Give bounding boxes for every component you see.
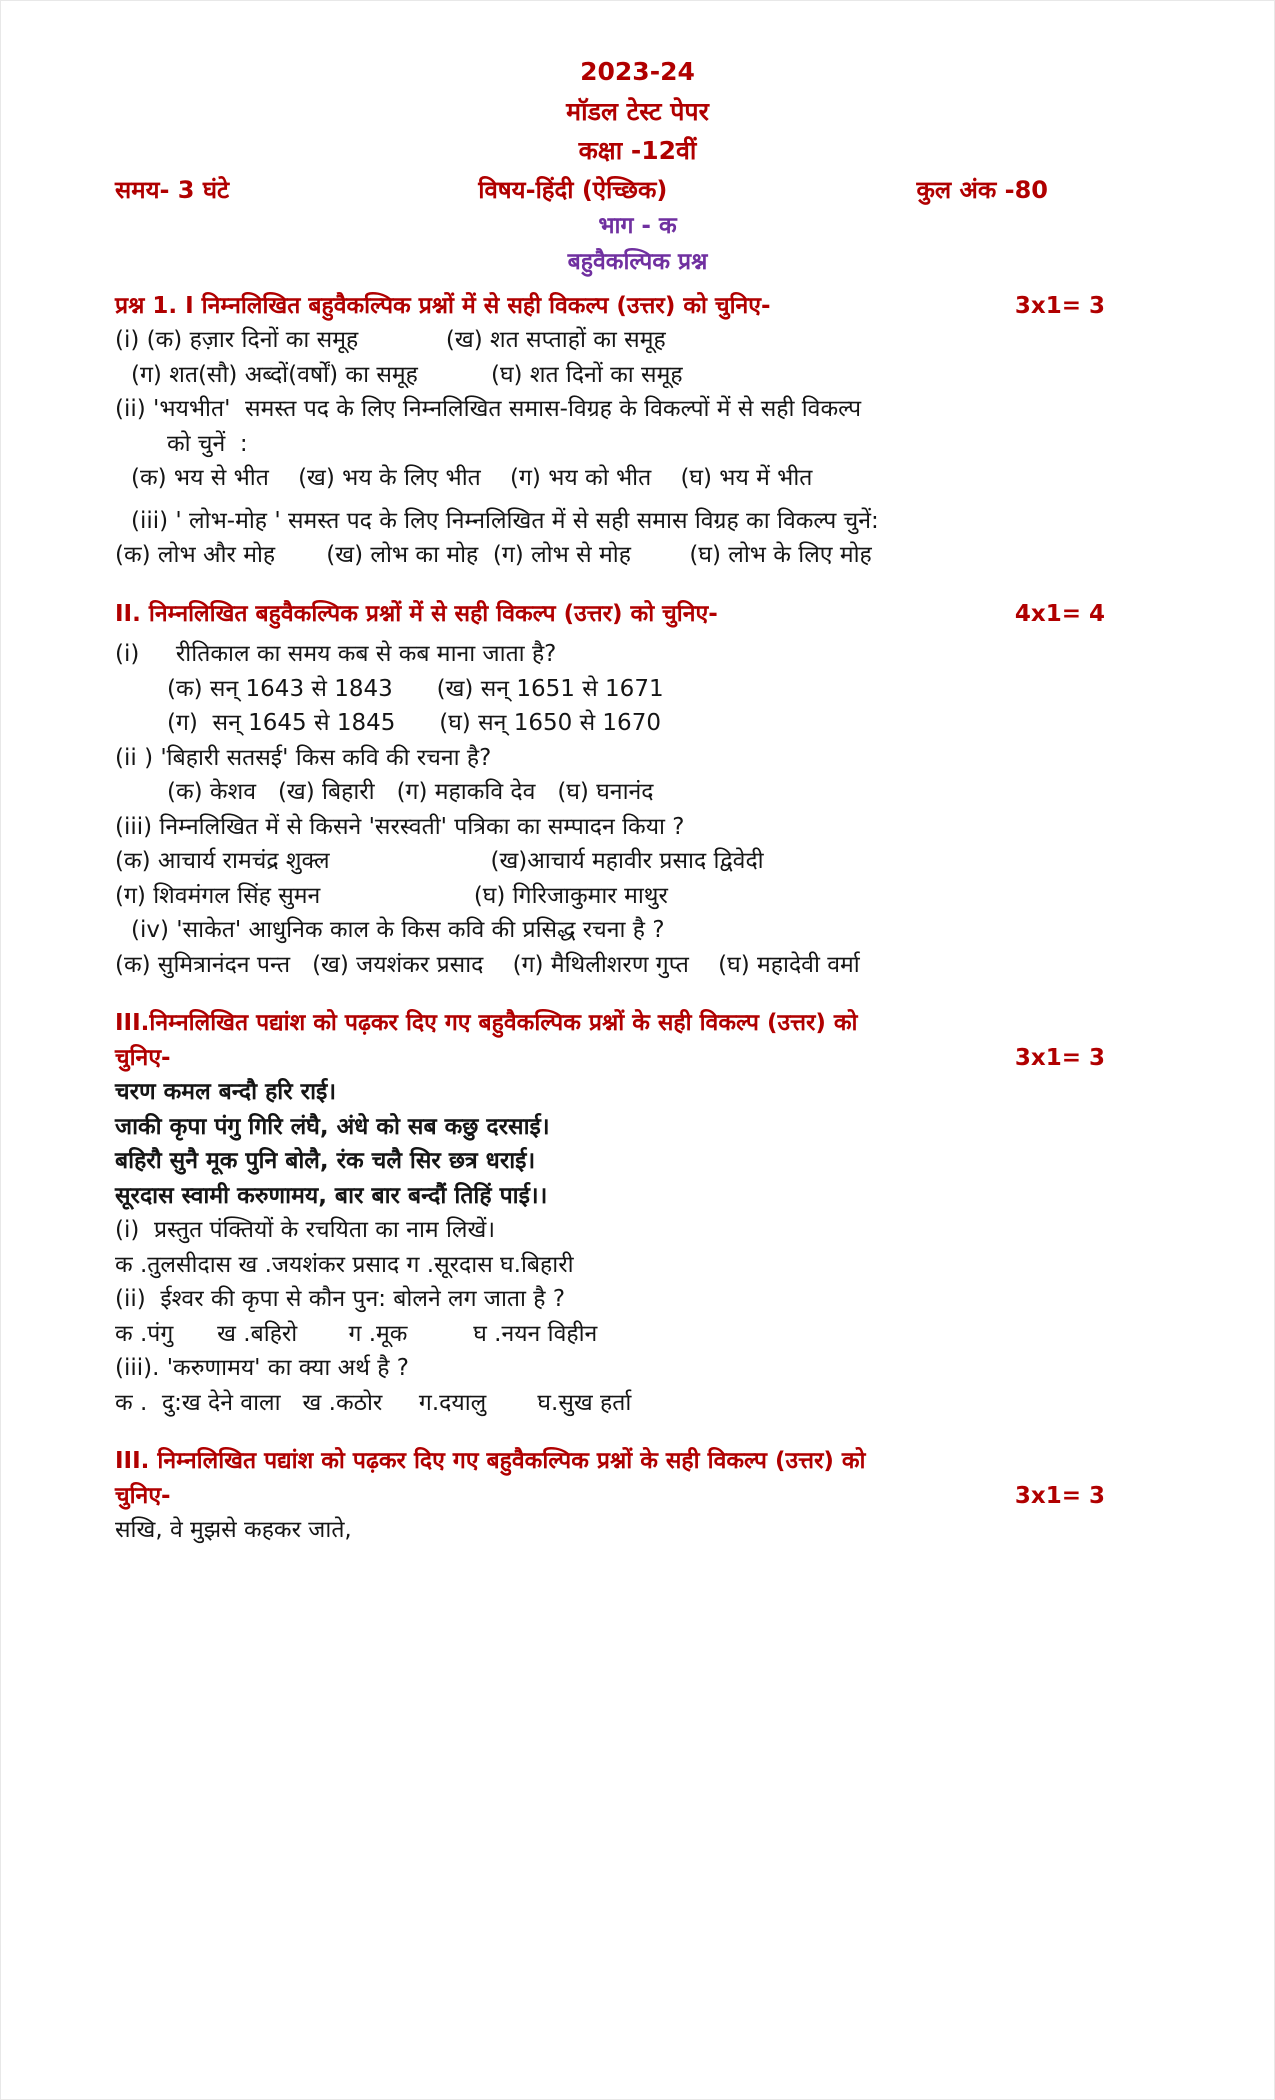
doc-year: 2023-24 [580,57,695,86]
q3-option-line: क .पंगु ख .बहिरो ग .मूक घ .नयन विहीन [115,1320,598,1347]
q2-option-line: (क) सुमित्रानंदन पन्त (ख) जयशंकर प्रसाद (ग) मैथिलीशरण गुप्त (घ) महादेवी वर्मा [115,951,860,978]
q4-marks: 3x1= 3 [1014,1482,1105,1509]
poem-line: बहिरौ सुनै मूक पुनि बोलै, रंक चलै सिर छत्र धराई। [115,1148,536,1175]
q3-heading-cont: चुनिए- [115,1044,171,1071]
doc-title: मॉडल टेस्ट पेपर [566,96,709,126]
q3-subquestion: (iii). 'करुणामय' का क्या अर्थ है ? [115,1355,409,1382]
q2-heading [115,597,1160,632]
exam-time: समय- 3 घंटे [115,175,230,204]
q1-option-line: (i) (क) हज़ार दिनों का समूह (ख) शत सप्ताहों का समूह [115,327,666,354]
q3-subquestion: (i) प्रस्तुत पंक्तियों के रचयिता का नाम लिखें। [115,1217,496,1244]
doc-class: कक्षा -12वीं [578,136,697,165]
poem-line: सूरदास स्वामी करुणामय, बार बार बन्दौं तिहिं पाई।। [115,1182,548,1209]
poem-line: जाकी कृपा पंगु गिरि लंघै, अंधे को सब कछु दरसाई। [115,1113,550,1140]
q1-option-line: (क) लोभ और मोह (ख) लोभ का मोह (ग) लोभ से मोह (घ) लोभ के लिए मोह [115,542,872,569]
q1-option-line: (क) भय से भीत (ख) भय के लिए भीत (ग) भय को भीत (घ) भय में भीत [131,465,813,492]
q2-subquestion: (iii) निम्नलिखित में से किसने 'सरस्वती' पत्रिका का सम्पादन किया ? [115,813,685,840]
q4-heading-cont: चुनिए- [115,1482,171,1509]
q3-subquestion: (ii) ईश्वर की कृपा से कौन पुन: बोलने लग जाता है ? [115,1286,566,1313]
q2-option-line: (ग) शिवमंगल सिंह सुमन (घ) गिरिजाकुमार माथुर [115,882,668,909]
q1-heading-text: प्रश्न 1. I निम्नलिखित बहुवैकल्पिक प्रश्नों में से सही विकल्प (उत्तर) को चुनिए- [115,292,771,319]
q4-heading-line1: III. निम्नलिखित पद्यांश को पढ़कर दिए गए बहुवैकल्पिक प्रश्नों के सही विकल्प (उत्तर) को [115,1448,866,1475]
exam-total-marks: कुल अंक -80 [916,175,1048,204]
q2-heading-text: II. निम्नलिखित बहुवैकल्पिक प्रश्नों में से सही विकल्प (उत्तर) को चुनिए- [115,600,718,627]
q3-heading-line2 [115,1041,1160,1076]
q3-heading-line1: III.निम्नलिखित पद्यांश को पढ़कर दिए गए बहुवैकल्पिक प्रश्नों के सही विकल्प (उत्तर) को [115,1010,858,1037]
q2-option-line: (क) सन् 1643 से 1843 (ख) सन् 1651 से 1671 [167,675,664,702]
q1-subquestion: (ii) 'भयभीत' समस्त पद के लिए निम्नलिखित समास-विग्रह के विकल्पों में से सही विकल्प [115,396,862,423]
q2-option-line: (क) केशव (ख) बिहारी (ग) महाकवि देव (घ) घनानंद [167,779,654,806]
q4-heading-line2 [115,1479,1160,1514]
q1-subquestion-cont: को चुनें : [167,430,248,457]
q1-heading [115,289,1160,324]
exam-subject: विषय-हिंदी (ऐच्छिक) [478,175,668,204]
q3-option-line: क . दु:ख देने वाला ख .कठोर ग.दयालु घ.सुख हर्ता [115,1389,632,1416]
meta-row [115,171,1160,210]
q1-option-line: (ग) शत(सौ) अब्दों(वर्षों) का समूह (घ) शत दिनों का समूह [131,361,683,388]
q2-subquestion: (ii ) 'बिहारी सतसई' किस कवि की रचना है? [115,744,492,771]
q4-passage-line: सखि, वे मुझसे कहकर जाते, [115,1517,352,1544]
question-type-label: बहुवैकल्पिक प्रश्न [567,249,708,276]
q3-option-line: क .तुलसीदास ख .जयशंकर प्रसाद ग .सूरदास घ.बिहारी [115,1251,574,1278]
q1-subquestion: (iii) ' लोभ-मोह ' समस्त पद के लिए निम्नलिखित में से सही समास विग्रह का विकल्प चुनें: [131,507,879,534]
q2-marks: 4x1= 4 [1014,600,1105,627]
q3-marks: 3x1= 3 [1014,1044,1105,1071]
q2-option-line: (क) आचार्य रामचंद्र शुक्ल (ख)आचार्य महावीर प्रसाद द्विवेदी [115,848,764,875]
q2-subquestion: (iv) 'साकेत' आधुनिक काल के किस कवि की प्रसिद्ध रचना है ? [131,917,665,944]
poem-line: चरण कमल बन्दौ हरि राई। [115,1079,337,1106]
q2-subquestion: (i) रीतिकाल का समय कब से कब माना जाता है? [115,641,557,668]
part-label: भाग - क [598,213,677,240]
q1-marks: 3x1= 3 [1014,292,1105,319]
q2-option-line: (ग) सन् 1645 से 1845 (घ) सन् 1650 से 1670 [167,710,661,737]
